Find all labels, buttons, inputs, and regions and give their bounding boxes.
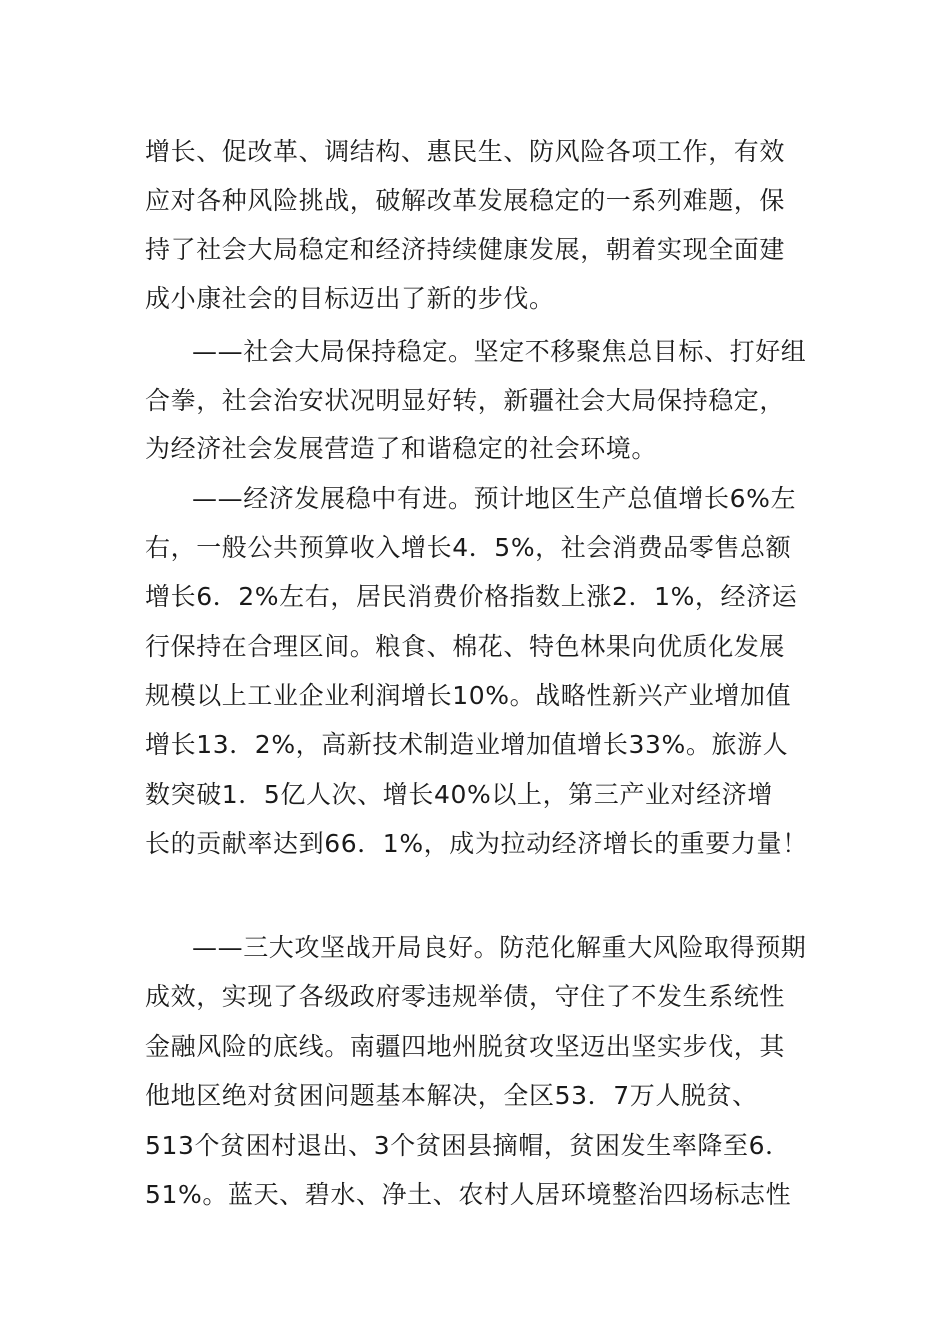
text-line: 金融风险的底线。南疆四地州脱贫攻坚迈出坚实步伐，其 — [145, 1032, 786, 1061]
text-line: 他地区绝对贫困问题基本解决，全区53．7万人脱贫、 — [145, 1081, 758, 1110]
paragraph-start-line: ——三大攻坚战开局良好。防范化解重大风险取得预期 — [192, 933, 807, 962]
text-line: 规模以上工业企业利润增长10%。战略性新兴产业增加值 — [145, 681, 792, 710]
text-line: 增长13．2%，高新技术制造业增加值增长33%。旅游人 — [145, 730, 789, 759]
text-line: 成效，实现了各级政府零违规举债，守住了不发生系统性 — [145, 982, 786, 1011]
text-line: 增长、促改革、调结构、惠民生、防风险各项工作，有效 — [145, 137, 786, 166]
text-line: 持了社会大局稳定和经济持续健康发展，朝着实现全面建 — [145, 235, 786, 264]
text-line: 51%。蓝天、碧水、净土、农村人居环境整治四场标志性 — [145, 1180, 792, 1209]
text-line: 成小康社会的目标迈出了新的步伐。 — [145, 284, 555, 313]
text-line: 增长6．2%左右，居民消费价格指数上涨2．1%，经济运 — [145, 582, 798, 611]
paragraph-start-line: ——经济发展稳中有进。预计地区生产总值增长6%左 — [192, 484, 797, 513]
text-line: 应对各种风险挑战，破解改革发展稳定的一系列难题，保 — [145, 186, 786, 215]
text-line: 为经济社会发展营造了和谐稳定的社会环境。 — [145, 434, 658, 463]
text-line: 右，一般公共预算收入增长4．5%，社会消费品零售总额 — [145, 533, 792, 562]
text-line: 数突破1．5亿人次、增长40%以上，第三产业对经济增 — [145, 780, 773, 809]
text-line: 行保持在合理区间。粮食、棉花、特色林果向优质化发展 — [145, 632, 786, 661]
text-line: 合拳，社会治安状况明显好转，新疆社会大局保持稳定， — [145, 386, 786, 415]
text-line: 513个贫困村退出、3个贫困县摘帽，贫困发生率降至6． — [145, 1131, 791, 1160]
paragraph-start-line: ——社会大局保持稳定。坚定不移聚焦总目标、打好组 — [192, 337, 807, 366]
text-line: 长的贡献率达到66．1%，成为拉动经济增长的重要力量！ — [145, 829, 808, 858]
